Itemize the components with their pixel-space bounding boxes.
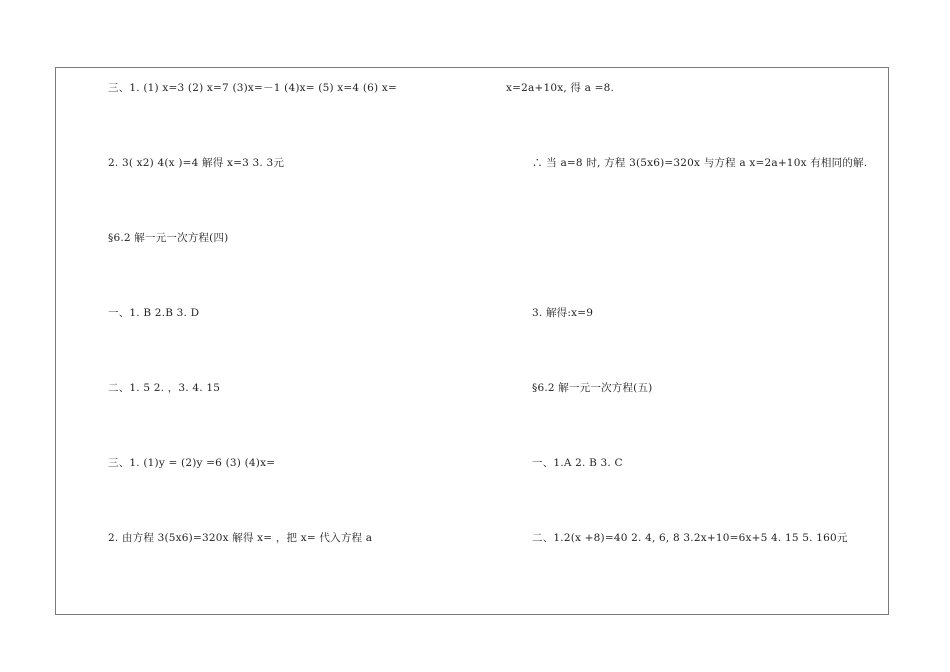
left-line-answer-2-equation: 2. 由方程 3(5x6)=320x 解得 x= ，把 x= 代入方程 a (108, 532, 373, 544)
section-title-6-2-part5: §6.2 解一元一次方程(五) (532, 382, 653, 394)
right-line-part1-answers: 一、1.A 2. B 3. C (532, 457, 623, 469)
right-line-conclusion: ∴ 当 a=8 时, 方程 3(5x6)=320x 与方程 a x=2a+10x 有相同的解. (532, 157, 868, 169)
right-line-answer-3: 3. 解得:x=9 (532, 307, 594, 319)
left-line-part2-answers: 二、1. 5 2. ，3. 4. 15 (108, 382, 221, 394)
left-line-part3-answers-2: 三、1. (1)y = (2)y =6 (3) (4)x= (108, 457, 276, 469)
left-line-part1-answers: 一、1. B 2.B 3. D (108, 307, 200, 319)
section-title-6-2-part4: §6.2 解一元一次方程(四) (108, 232, 229, 244)
right-line-continuation: x=2a+10x, 得 a =8. (506, 82, 615, 94)
left-line-answer-2-3: 2. 3( x2) 4(x )=4 解得 x=3 3. 3元 (108, 157, 285, 169)
right-line-part2-answers: 二、1.2(x +8)=40 2. 4, 6, 8 3.2x+10=6x+5 4. 15 5. 160元 (532, 532, 848, 544)
left-line-part3-answers: 三、1. (1) x=3 (2) x=7 (3)x=－1 (4)x= (5) x=4 (6) x= (108, 82, 397, 94)
